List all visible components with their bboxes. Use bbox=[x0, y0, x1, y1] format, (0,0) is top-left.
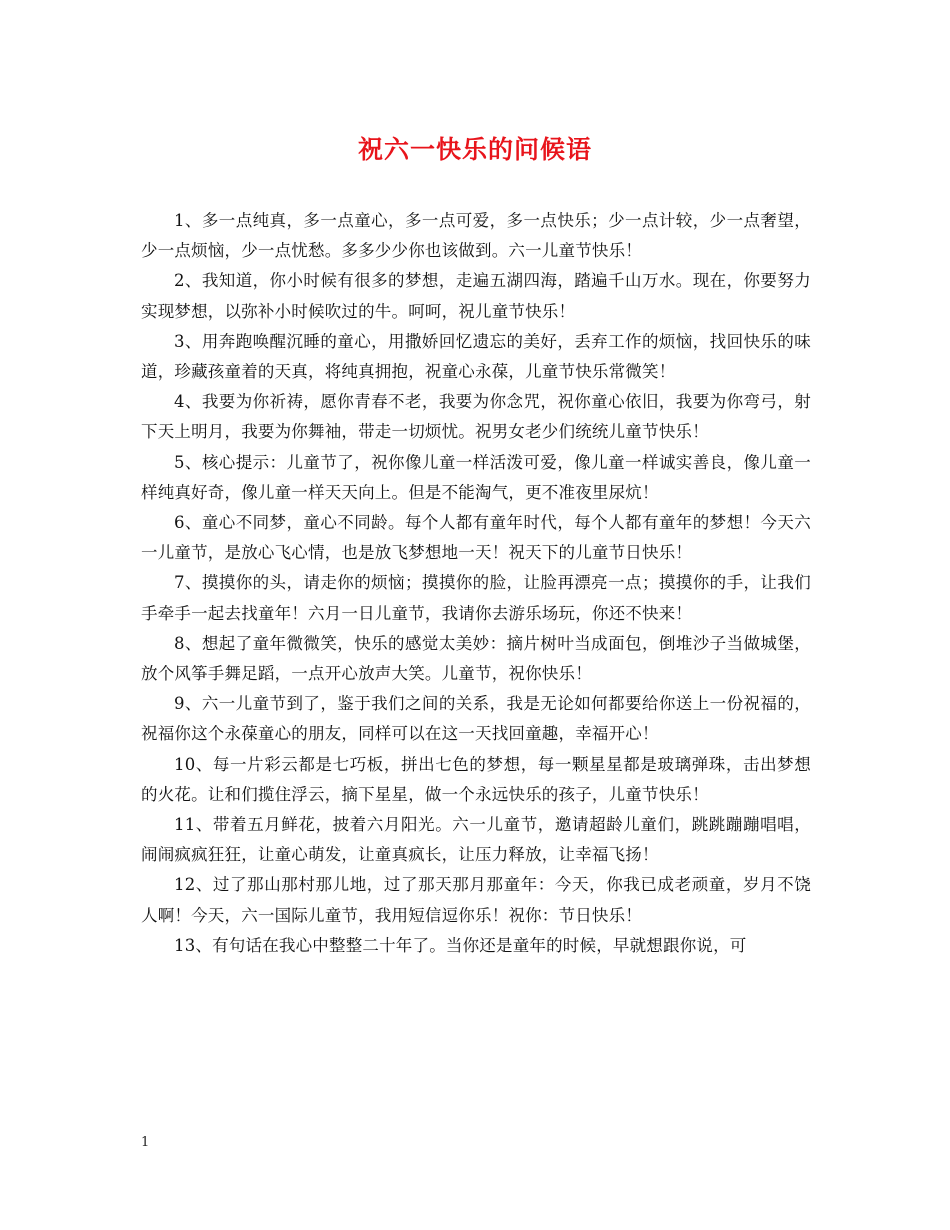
page-number: 1 bbox=[141, 1135, 150, 1150]
paragraph: 1、多一点纯真，多一点童心，多一点可爱，多一点快乐；少一点计较，少一点奢望，少一点烦恼，少一点忧愁。多多少少你也该做到。六一儿童节快乐！ bbox=[141, 211, 811, 261]
paragraph: 12、过了那山那村那儿地，过了那天那月那童年：今天，你我已成老顽童，岁月不饶人啊！今天，六一国际儿童节，我用短信逗你乐！祝你：节日快乐！ bbox=[141, 875, 811, 925]
paragraph: 3、用奔跑唤醒沉睡的童心，用撒娇回忆遗忘的美好，丢弃工作的烦恼，找回快乐的味道，珍藏孩童着的天真，将纯真拥抱，祝童心永葆，儿童节快乐常微笑！ bbox=[141, 331, 811, 382]
paragraph: 5、核心提示：儿童节了，祝你像儿童一样活泼可爱，像儿童一样诚实善良，像儿童一样纯真好奇，像儿童一样天天向上。但是不能淘气，更不准夜里尿炕！ bbox=[141, 452, 811, 502]
document-title: 祝六一快乐的问候语 bbox=[357, 135, 592, 164]
paragraph: 13、有句话在我心中整整二十年了。当你还是童年的时候，早就想跟你说，可 bbox=[174, 935, 747, 955]
paragraph: 6、童心不同梦，童心不同龄。每个人都有童年时代，每个人都有童年的梦想！今天六一儿童节，是放心飞心情，也是放飞梦想地一天！祝天下的儿童节日快乐！ bbox=[141, 513, 811, 563]
paragraph: 8、想起了童年微微笑，快乐的感觉太美妙：摘片树叶当成面包，倒堆沙子当做城堡，放个风筝手舞足蹈，一点开心放声大笑。儿童节，祝你快乐！ bbox=[141, 633, 811, 684]
paragraph: 7、摸摸你的头，请走你的烦恼；摸摸你的脸，让脸再漂亮一点；摸摸你的手，让我们手牵手一起去找童年！六月一日儿童节，我请你去游乐场玩，你还不快来！ bbox=[141, 573, 811, 623]
paragraph: 2、我知道，你小时候有很多的梦想，走遍五湖四海，踏遍千山万水。现在，你要努力实现梦想，以弥补小时候吹过的牛。呵呵，祝儿童节快乐！ bbox=[141, 271, 811, 321]
paragraph: 9、六一儿童节到了，鉴于我们之间的关系，我是无论如何都要给你送上一份祝福的，祝福你这个永葆童心的朋友，同样可以在这一天找回童趣，幸福开心！ bbox=[141, 694, 811, 744]
paragraph: 11、带着五月鲜花，披着六月阳光。六一儿童节，邀请超龄儿童们，跳跳蹦蹦唱唱，闹闹疯疯狂狂，让童心萌发，让童真疯长，让压力释放，让幸福飞扬！ bbox=[141, 815, 811, 865]
paragraph: 10、每一片彩云都是七巧板，拼出七色的梦想，每一颗星星都是玻璃弹珠，击出梦想的火花。让和们揽住浮云，摘下星星，做一个永远快乐的孩子，儿童节快乐！ bbox=[141, 754, 811, 804]
document-body bbox=[141, 206, 811, 961]
paragraph: 4、我要为你祈祷，愿你青春不老，我要为你念咒，祝你童心依旧，我要为你弯弓，射下天上明月，我要为你舞袖，带走一切烦忧。祝男女老少们统统儿童节快乐！ bbox=[141, 392, 811, 442]
